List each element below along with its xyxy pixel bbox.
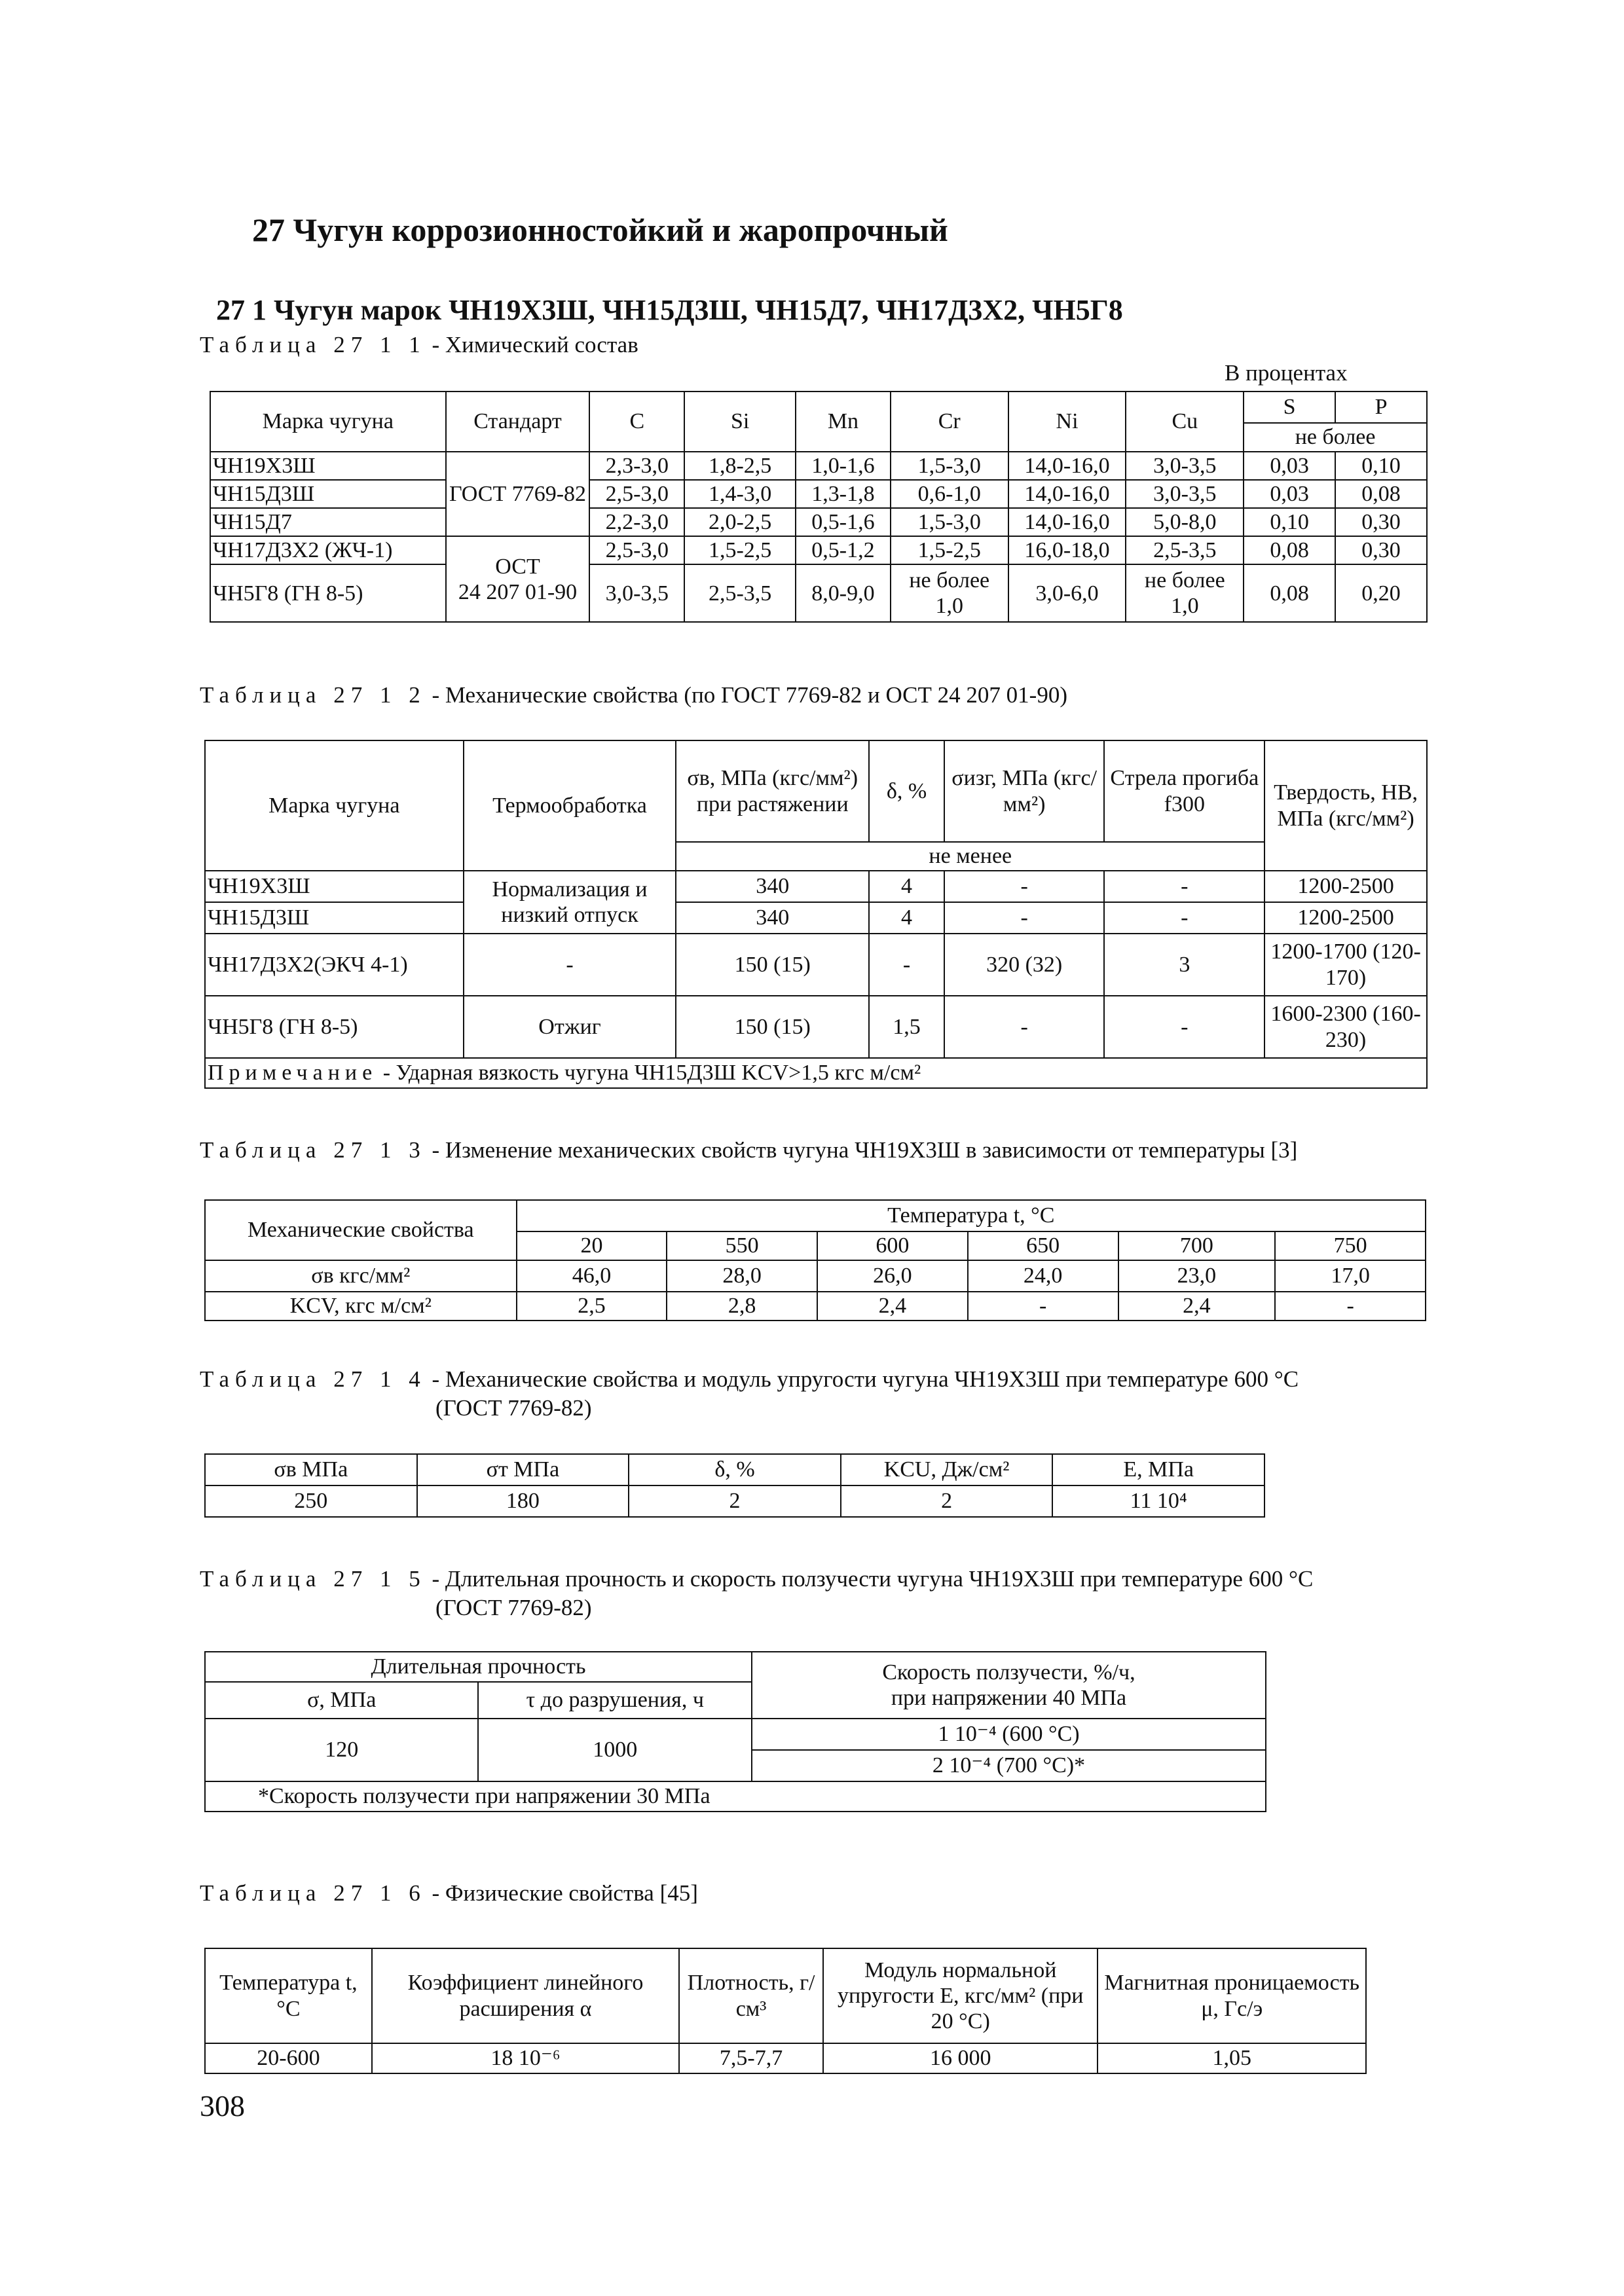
table-cell: 4 <box>869 902 944 934</box>
t6-header: Коэффициент линейного расширения α <box>372 1948 679 2043</box>
t3-temp: 700 <box>1118 1231 1276 1260</box>
table-cell: 28,0 <box>667 1260 817 1292</box>
table-cell: 320 (32) <box>944 934 1105 996</box>
table-cell: 46,0 <box>517 1260 667 1292</box>
t1-std-ost-b: 24 207 01-90 <box>458 579 578 604</box>
table-cell: 14,0-16,0 <box>1008 452 1126 480</box>
table6-caption: Таблица 27 1 6 - Физические свойства [45] <box>200 1880 698 1906</box>
table-cell: 340 <box>676 902 869 934</box>
t6-header: Модуль нормальной упругости Е, кгс/мм² (при 20 °С) <box>823 1948 1098 2043</box>
table-cell: - <box>1104 902 1264 934</box>
t1-std-gost: ГОСТ 7769-82 <box>446 452 590 536</box>
table-cell: 0,08 <box>1244 536 1335 564</box>
table-cell: 2 <box>841 1485 1053 1517</box>
table-cell: 0,30 <box>1335 536 1427 564</box>
t3-temp: 550 <box>667 1231 817 1260</box>
table-cell: 120 <box>205 1719 478 1781</box>
table-cell: ЧН5Г8 (ГН 8-5) <box>210 564 446 622</box>
t6-header: Плотность, г/см³ <box>679 1948 823 2043</box>
table-cell: ЧН19Х3Ш <box>205 871 464 902</box>
t2-header-sigma-b-label: σв, МПа (кгс/мм²) <box>687 766 858 791</box>
t4-header: σв МПа <box>205 1454 417 1485</box>
chemical-composition-table <box>210 391 1428 623</box>
table-cell: 1200-2500 <box>1264 871 1427 902</box>
table-cell: 23,0 <box>1118 1260 1276 1292</box>
table-cell: ЧН5Г8 (ГН 8-5) <box>205 996 464 1058</box>
t3-temp: 20 <box>517 1231 667 1260</box>
elastic-modulus-table <box>204 1453 1265 1518</box>
table-cell: 0,10 <box>1244 508 1335 536</box>
table-cell: 2,5-3,0 <box>589 480 684 508</box>
table-cell: 1,8-2,5 <box>684 452 796 480</box>
table-cell: 17,0 <box>1275 1260 1426 1292</box>
table-cell: - <box>1275 1292 1426 1321</box>
table-cell: 1600-2300 (160-230) <box>1264 996 1427 1058</box>
table-cell: 5,0-8,0 <box>1126 508 1244 536</box>
table-cell: 1,5-2,5 <box>684 536 796 564</box>
t1-header-s: S <box>1244 392 1335 423</box>
temperature-properties-table <box>204 1199 1426 1321</box>
table-cell: 14,0-16,0 <box>1008 480 1126 508</box>
t1-header-p: P <box>1335 392 1427 423</box>
t1-header-grade: Марка чугуна <box>210 392 446 452</box>
t4-header: KCU, Дж/см² <box>841 1454 1053 1485</box>
t2-header-tension: при растяжении <box>696 792 849 816</box>
table4-caption: Таблица 27 1 4 - Механические свойства и модуль упругости чугуна ЧН19Х3Ш при температуре 600 °С (ГОСТ 7769-82) <box>200 1366 1299 1421</box>
table-cell: 3,0-6,0 <box>1008 564 1126 622</box>
table-cell: 16,0-18,0 <box>1008 536 1126 564</box>
t2-heat-merged-a: Нормализация и <box>492 877 648 902</box>
t1-header-cr: Cr <box>891 392 1008 452</box>
table-cell: 2,5-3,5 <box>684 564 796 622</box>
physical-properties-table <box>204 1948 1367 2074</box>
table-cell: 8,0-9,0 <box>796 564 891 622</box>
table-cell: - <box>869 934 944 996</box>
table-cell: 2,4 <box>1118 1292 1276 1321</box>
table-cell: 3,0-3,5 <box>589 564 684 622</box>
t3-temp: 650 <box>968 1231 1118 1260</box>
table-cell: - <box>944 871 1105 902</box>
table-cell: 2,0-2,5 <box>684 508 796 536</box>
table-cell: 2,5-3,0 <box>589 536 684 564</box>
t1-max-label: не более <box>1244 423 1427 452</box>
t1-header-ni: Ni <box>1008 392 1126 452</box>
table-cell: 180 <box>417 1485 629 1517</box>
t2-note <box>205 1058 1427 1088</box>
table-cell: 2 10⁻⁴ (700 °С)* <box>752 1750 1266 1781</box>
t5-header-creep-a: Скорость ползучести, %/ч, <box>882 1660 1135 1685</box>
table-cell: 2,8 <box>667 1292 817 1321</box>
table-cell: - <box>464 934 676 996</box>
table-cell: ЧН15Д3Ш <box>210 480 446 508</box>
table-cell: ЧН15Д7 <box>210 508 446 536</box>
t1-header-standard: Стандарт <box>446 392 590 452</box>
table-cell: 2,2-3,0 <box>589 508 684 536</box>
t5-note: *Скорость ползучести при напряжении 30 МПа <box>205 1781 1266 1812</box>
table-cell: 0,30 <box>1335 508 1427 536</box>
t1-std-ost-a: ОСТ <box>495 554 540 579</box>
t2-heat-merged <box>464 871 676 934</box>
table-cell: 3,0-3,5 <box>1126 480 1244 508</box>
table-cell: 1,3-1,8 <box>796 480 891 508</box>
t2-heat-merged-b: низкий отпуск <box>501 903 638 927</box>
table-cell: 3 <box>1104 934 1264 996</box>
table-cell: 1,5 <box>869 996 944 1058</box>
table-cell: 0,03 <box>1244 480 1335 508</box>
table-cell: 0,10 <box>1335 452 1427 480</box>
table-cell: 2,5 <box>517 1292 667 1321</box>
table-cell: ЧН15Д3Ш <box>205 902 464 934</box>
t1-header-cu: Cu <box>1126 392 1244 452</box>
table-cell: 1,5-3,0 <box>891 508 1008 536</box>
table-cell: - <box>1104 871 1264 902</box>
table-cell: 24,0 <box>968 1260 1118 1292</box>
table-cell: 0,08 <box>1244 564 1335 622</box>
t5-header-sigma: σ, МПа <box>205 1682 478 1719</box>
table-cell: 1,5-2,5 <box>891 536 1008 564</box>
table-cell: не более 1,0 <box>1126 564 1244 622</box>
mechanical-properties-table <box>204 740 1428 1089</box>
table1-unit: В процентах <box>1225 360 1348 386</box>
t1-header-si: Si <box>684 392 796 452</box>
t3-temp: 600 <box>817 1231 968 1260</box>
t5-header-creep-b: при напряжении 40 МПа <box>891 1686 1127 1710</box>
table-cell: 1000 <box>478 1719 752 1781</box>
table-cell: 0,6-1,0 <box>891 480 1008 508</box>
table-cell: 2 <box>629 1485 841 1517</box>
t6-header: Магнитная проницаемость μ, Гс/э <box>1098 1948 1366 2043</box>
table-cell: не более 1,0 <box>891 564 1008 622</box>
table-cell: 0,5-1,2 <box>796 536 891 564</box>
table-cell: 14,0-16,0 <box>1008 508 1126 536</box>
table-cell: 0,03 <box>1244 452 1335 480</box>
table-cell: 150 (15) <box>676 996 869 1058</box>
t5-header-long: Длительная прочность <box>205 1652 752 1682</box>
table-cell: 1,05 <box>1098 2043 1366 2073</box>
t4-header: σт МПа <box>417 1454 629 1485</box>
table-cell: 2,5-3,5 <box>1126 536 1244 564</box>
table-cell: - <box>1104 996 1264 1058</box>
table-cell: 18 10⁻⁶ <box>372 2043 679 2073</box>
table-cell: 2,3-3,0 <box>589 452 684 480</box>
table-cell: 340 <box>676 871 869 902</box>
subsection-title: 27 1 Чугун марок ЧН19Х3Ш, ЧН15Д3Ш, ЧН15Д7, ЧН17Д3Х2, ЧН5Г8 <box>216 294 1123 326</box>
table-cell: 26,0 <box>817 1260 968 1292</box>
table-cell: ЧН19Х3Ш <box>210 452 446 480</box>
table-cell: 1,4-3,0 <box>684 480 796 508</box>
t4-header: δ, % <box>629 1454 841 1485</box>
creep-table <box>204 1651 1266 1812</box>
table-cell: - <box>968 1292 1118 1321</box>
t3-temp: 750 <box>1275 1231 1426 1260</box>
table-cell: 20-600 <box>205 2043 372 2073</box>
table3-caption: Таблица 27 1 3 - Изменение механических свойств чугуна ЧН19Х3Ш в зависимости от температуры [3] <box>200 1137 1298 1163</box>
table-cell: 7,5-7,7 <box>679 2043 823 2073</box>
t5-header-tau: τ до разрушения, ч <box>478 1682 752 1719</box>
table2-caption: Таблица 27 1 2 - Механические свойства (по ГОСТ 7769-82 и ОСТ 24 207 01-90) <box>200 682 1067 708</box>
table-cell: 0,5-1,6 <box>796 508 891 536</box>
table-cell: 1200-1700 (120-170) <box>1264 934 1427 996</box>
table-cell: - <box>944 996 1105 1058</box>
table-cell: 1,5-3,0 <box>891 452 1008 480</box>
t1-header-mn: Mn <box>796 392 891 452</box>
t2-note-text: - Ударная вязкость чугуна ЧН15Д3Ш KCV>1,5 кгс м/см² <box>377 1061 921 1085</box>
table-cell: 1200-2500 <box>1264 902 1427 934</box>
t2-note-label: Примечание <box>208 1061 378 1085</box>
table-cell: ЧН17Д3Х2 (ЖЧ-1) <box>210 536 446 564</box>
t2-header-heat: Термообработка <box>464 740 676 871</box>
table1-caption: Таблица 27 1 1 - Химический состав <box>200 332 638 357</box>
section-title: 27 Чугун коррозионностойкий и жаропрочный <box>252 211 948 248</box>
t4-header: Е, МПа <box>1052 1454 1264 1485</box>
table-cell: 16 000 <box>823 2043 1098 2073</box>
t3-row-name: σв кгс/мм² <box>205 1260 517 1292</box>
t1-std-ost <box>446 536 590 622</box>
table-cell: 4 <box>869 871 944 902</box>
t3-header-temp: Температура t, °C <box>517 1200 1426 1231</box>
t6-header: Температура t, °С <box>205 1948 372 2043</box>
t2-header-hardness: Твердость, НВ, МПа (кгс/мм²) <box>1264 740 1427 871</box>
table-cell: - <box>944 902 1105 934</box>
t2-header-delta: δ, % <box>869 740 944 842</box>
table-cell: 2,4 <box>817 1292 968 1321</box>
table-cell: 0,08 <box>1335 480 1427 508</box>
table-cell: 0,20 <box>1335 564 1427 622</box>
table-cell: ЧН17Д3Х2(ЭКЧ 4-1) <box>205 934 464 996</box>
table5-caption: Таблица 27 1 5 - Длительная прочность и скорость ползучести чугуна ЧН19Х3Ш при температуре 600 °С (ГОСТ 7769-82) <box>200 1566 1314 1620</box>
t2-header-grade: Марка чугуна <box>205 740 464 871</box>
t2-min-label: не менее <box>676 842 1264 871</box>
t3-header-prop: Механические свойства <box>205 1200 517 1260</box>
t2-header-deflection: Стрела прогиба f300 <box>1104 740 1264 842</box>
t1-header-c: C <box>589 392 684 452</box>
t2-header-sigma-b <box>676 740 869 842</box>
table-cell: Отжиг <box>464 996 676 1058</box>
table-cell: 3,0-3,5 <box>1126 452 1244 480</box>
t2-header-sigma-izg: σизг, МПа (кгс/мм²) <box>944 740 1105 842</box>
table-cell: 1 10⁻⁴ (600 °С) <box>752 1719 1266 1750</box>
table-cell: 150 (15) <box>676 934 869 996</box>
t3-row-name: KCV, кгс м/см² <box>205 1292 517 1321</box>
t5-header-creep <box>752 1652 1266 1719</box>
table-cell: 1,0-1,6 <box>796 452 891 480</box>
page-number: 308 <box>200 2089 245 2123</box>
table-cell: 11 10⁴ <box>1052 1485 1264 1517</box>
table-cell: 250 <box>205 1485 417 1517</box>
